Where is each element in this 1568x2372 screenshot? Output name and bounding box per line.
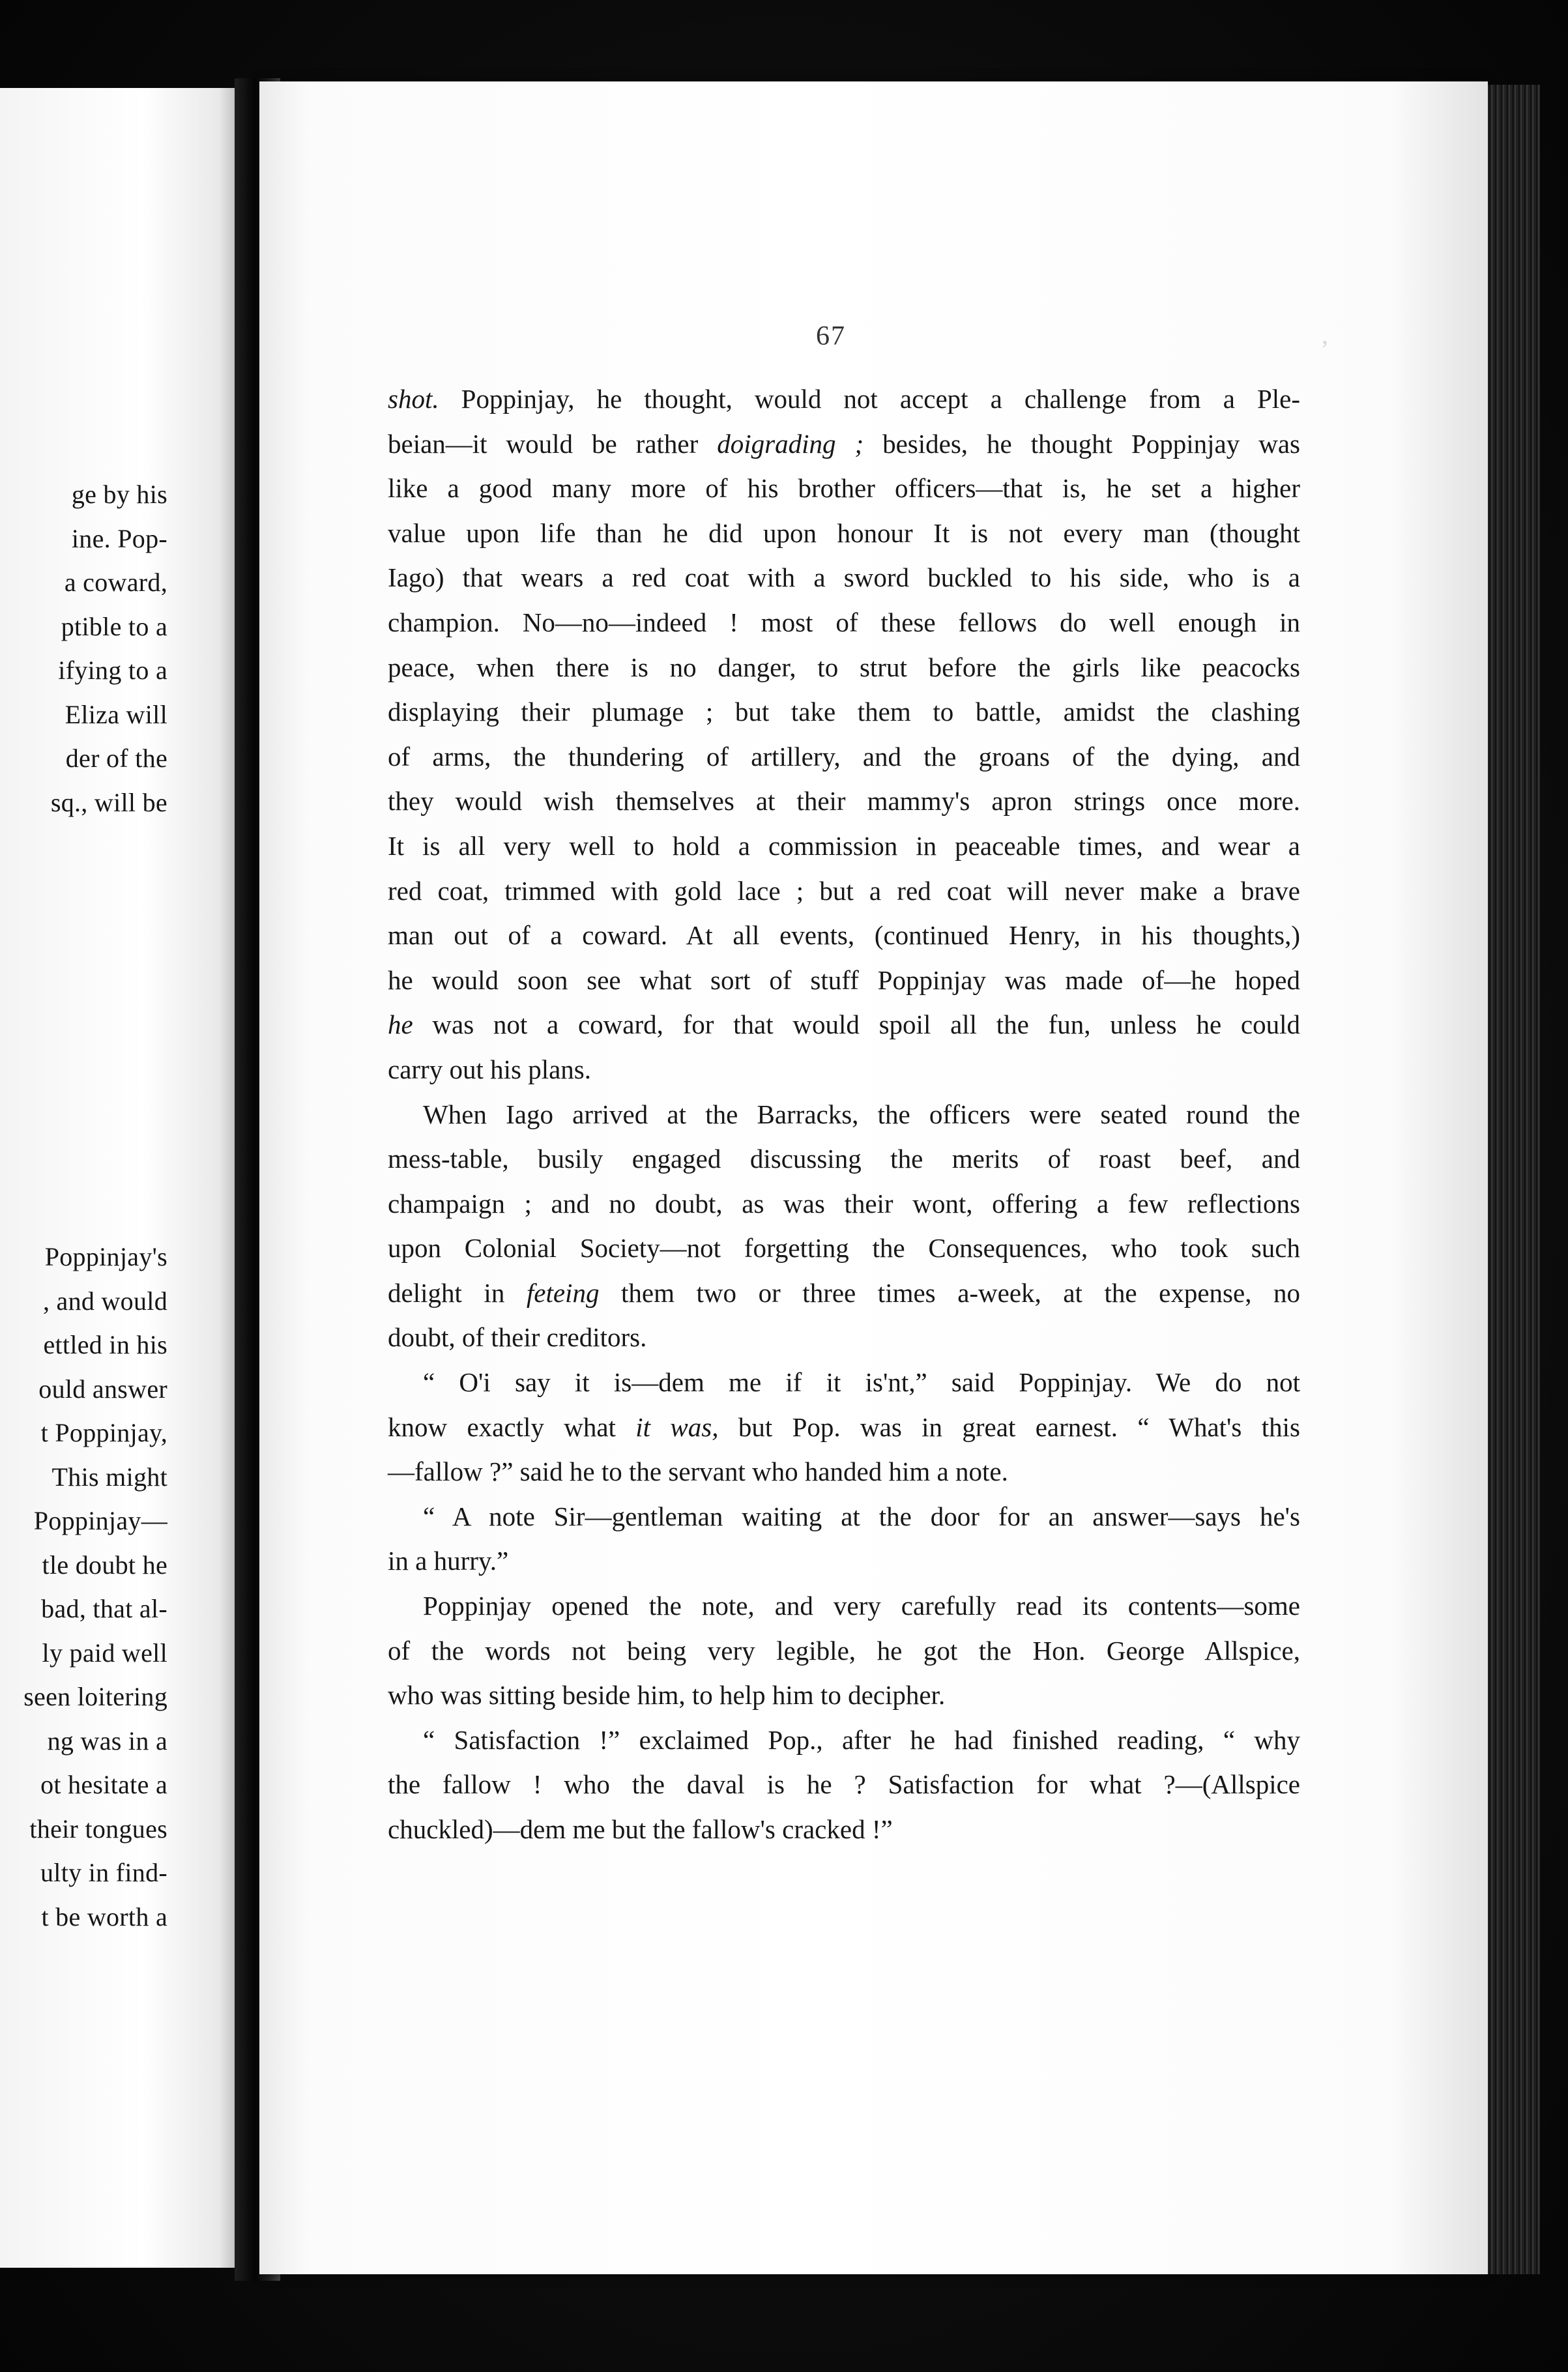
page-number: 67 <box>816 321 846 351</box>
text-line: the fallow ! who the daval is he ? Satisfaction for what ?—(Allspice <box>388 1769 1300 1800</box>
text-line: know exactly what it was, but Pop. was in great earnest. “ What's this <box>388 1411 1300 1442</box>
italic-text: feteing <box>526 1277 600 1308</box>
previous-page-line: t Poppinjay, <box>40 1418 167 1447</box>
previous-page-line: ng was in a <box>47 1726 167 1756</box>
italic-text: he <box>388 1009 413 1040</box>
italic-text: shot. <box>388 384 439 414</box>
previous-page-line: This might <box>51 1462 167 1492</box>
previous-page-line: tle doubt he <box>42 1550 167 1580</box>
italic-text: doigrading ; <box>717 428 864 459</box>
paragraph <box>388 1718 1300 1852</box>
previous-page-line: sq., will be <box>50 787 167 817</box>
text-line: upon Colonial Society—not forgetting the Consequences, who took such <box>388 1233 1300 1264</box>
previous-page-line: ettled in his <box>43 1330 167 1359</box>
previous-page-line: ifying to a <box>58 656 167 685</box>
text-line: peace, when there is no danger, to strut before the girls like peacocks <box>388 652 1300 682</box>
previous-page-line: a coward, <box>64 568 167 597</box>
previous-page-line: ge by his <box>71 480 167 509</box>
text-line: who was sitting beside him, to help him to decipher. <box>388 1680 946 1711</box>
previous-page-line: der of the <box>65 744 167 773</box>
scan-speck: , <box>1322 320 1328 349</box>
previous-page-line: ould answer <box>38 1374 167 1404</box>
previous-page-line: ine. Pop- <box>71 523 167 553</box>
text-line: mess-table, busily engaged discussing the merits of roast beef, and <box>388 1144 1300 1174</box>
page-body-text <box>388 377 1300 1852</box>
previous-page-line: t be worth a <box>41 1902 167 1931</box>
text-line: red coat, trimmed with gold lace ; but a red coat will never make a brave <box>388 875 1300 906</box>
previous-page-fragment <box>0 88 238 2268</box>
text-line: they would wish themselves at their mammy's apron strings once more. <box>388 786 1300 817</box>
text-line: Poppinjay opened the note, and very carefully read its contents—some <box>423 1591 1300 1621</box>
text-line: It is all very well to hold a commission in peaceable times, and wear a <box>388 830 1300 861</box>
previous-page-line: Poppinjay's <box>44 1242 167 1271</box>
text-line: of arms, the thundering of artillery, and the groans of the dying, and <box>388 741 1300 772</box>
text-line: like a good many more of his brother officers—that is, he set a higher <box>388 473 1300 504</box>
previous-page-line: seen loitering <box>23 1682 167 1711</box>
text-line: doubt, of their creditors. <box>388 1322 647 1353</box>
text-line: champion. No—no—indeed ! most of these fellows do well enough in <box>388 607 1300 637</box>
text-line: beian—it would be rather doigrading ; besides, he thought Poppinjay was <box>388 428 1300 459</box>
previous-page-line: ulty in find- <box>40 1858 167 1887</box>
paragraph <box>388 1360 1300 1494</box>
previous-page-line: , and would <box>42 1286 167 1316</box>
text-line: man out of a coward. At all events, (continued Henry, in his thoughts,) <box>388 920 1300 951</box>
text-line: “ O'i say it is—dem me if it is'nt,” said Poppinjay. We do not <box>423 1367 1300 1398</box>
text-line: “ A note Sir—gentleman waiting at the door for an answer—says he's <box>423 1501 1300 1531</box>
text-line: Iago) that wears a red coat with a sword buckled to his side, who is a <box>388 562 1300 593</box>
previous-page-line: ot hesitate a <box>40 1770 167 1799</box>
text-line: carry out his plans. <box>388 1054 591 1084</box>
text-line: of the words not being very legible, he got the Hon. George Allspice, <box>388 1635 1300 1666</box>
text-line: he was not a coward, for that would spoil all the fun, unless he could <box>388 1009 1300 1040</box>
text-line: value upon life than he did upon honour It is not every man (thought <box>388 517 1300 548</box>
previous-page-line: bad, that al- <box>41 1594 167 1623</box>
text-line: When Iago arrived at the Barracks, the officers were seated round the <box>423 1099 1300 1129</box>
text-line: in a hurry.” <box>388 1546 509 1576</box>
paragraph <box>388 1494 1300 1584</box>
text-line: chuckled)—dem me but the fallow's cracked !” <box>388 1814 893 1844</box>
text-line: champaign ; and no doubt, as was their wont, offering a few reflections <box>388 1188 1300 1219</box>
paragraph <box>388 1584 1300 1718</box>
previous-page-line: their tongues <box>29 1814 167 1844</box>
text-line: delight in feteing them two or three times a-week, at the expense, no <box>388 1277 1300 1308</box>
text-line: displaying their plumage ; but take them to battle, amidst the clashing <box>388 697 1300 727</box>
previous-page-line: Eliza will <box>65 699 167 729</box>
previous-page-line: ptible to a <box>61 611 167 641</box>
text-line: “ Satisfaction !” exclaimed Pop., after he had finished reading, “ why <box>423 1724 1300 1755</box>
previous-page-line: ly paid well <box>42 1638 167 1668</box>
text-line: shot. Poppinjay, he thought, would not accept a challenge from a Ple- <box>388 384 1300 414</box>
paragraph <box>388 377 1300 1092</box>
previous-page-line: Poppinjay— <box>33 1506 167 1535</box>
paragraph <box>388 1092 1300 1361</box>
italic-text: it was, <box>635 1411 719 1442</box>
text-line: —fallow ?” said he to the servant who handed him a note. <box>388 1456 1008 1487</box>
text-line: he would soon see what sort of stuff Poppinjay was made of—he hoped <box>388 964 1300 995</box>
page-fore-edge <box>1488 85 1540 2274</box>
